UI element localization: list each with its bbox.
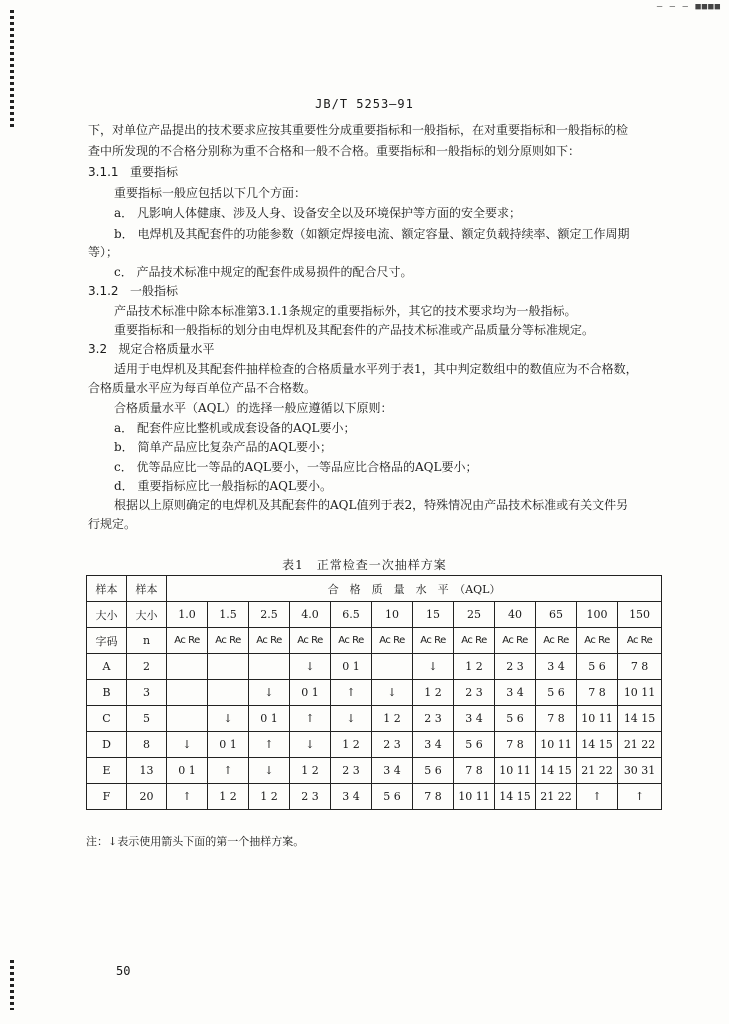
ac-re-subhead: Ac Re: [167, 628, 208, 654]
p32-aql-intro: 合格质量水平（AQL）的选择一般应遵循以下原则：: [114, 401, 393, 415]
ac-re-cell: 3 4: [331, 784, 372, 810]
ac-re-cell: 0 1: [208, 732, 249, 758]
sample-code-letter: A: [87, 654, 127, 680]
sample-code-letter: C: [87, 706, 127, 732]
aql-header: 合 格 质 量 水 平 （AQL）: [167, 576, 662, 602]
aql-level-5: 10: [372, 602, 413, 628]
table-row: [87, 706, 662, 732]
ac-re-cell: ↓: [331, 706, 372, 732]
sample-size: 5: [127, 706, 167, 732]
ac-re-cell: ↑: [249, 732, 290, 758]
ac-re-cell: ↑: [167, 784, 208, 810]
ac-re-cell: 0 1: [290, 680, 331, 706]
sample-code-letter: D: [87, 732, 127, 758]
ac-re-cell: 2 3: [331, 758, 372, 784]
table-row: [87, 732, 662, 758]
ac-re-cell: 14 15: [536, 758, 577, 784]
ac-re-cell: 3 4: [454, 706, 495, 732]
ac-re-cell: 1 2: [413, 680, 454, 706]
ac-re-cell: ↑: [208, 758, 249, 784]
ac-re-cell: ↑: [577, 784, 618, 810]
sample-size: 13: [127, 758, 167, 784]
table-title: 表1 正常检查一次抽样方案: [282, 558, 447, 572]
ac-re-cell: 14 15: [495, 784, 536, 810]
aql-level-11: 150: [618, 602, 662, 628]
p32-line1: 适用于电焊机及其配套件抽样检查的合格质量水平列于表1，其中判定数组中的数值应为不合格数，: [114, 362, 638, 376]
header-code-cell-1: 样本: [87, 576, 127, 602]
p311-item-b-line1: b． 电焊机及其配套件的功能参数（如额定焊接电流、额定容量、额定负载持续率、额定工作周期: [114, 227, 630, 241]
ac-re-cell: 5 6: [454, 732, 495, 758]
ac-re-cell: ↓: [290, 732, 331, 758]
sample-size: 2: [127, 654, 167, 680]
ac-re-cell: 0 1: [331, 654, 372, 680]
ac-re-cell: 2 3: [372, 732, 413, 758]
aql-level-0: 1.0: [167, 602, 208, 628]
ac-re-subhead: Ac Re: [372, 628, 413, 654]
ac-re-cell: 10 11: [618, 680, 662, 706]
ac-re-cell: 10 11: [577, 706, 618, 732]
ac-re-cell: 2 3: [290, 784, 331, 810]
ac-re-subhead: Ac Re: [618, 628, 662, 654]
header-size-cell-1: 样本: [127, 576, 167, 602]
p32-line2: 合格质量水平应为每百单位产品不合格数。: [88, 381, 317, 395]
ac-re-cell: [208, 654, 249, 680]
ac-re-cell: ↓: [167, 732, 208, 758]
ac-re-cell: 2 3: [495, 654, 536, 680]
aql-level-4: 6.5: [331, 602, 372, 628]
ac-re-cell: 7 8: [536, 706, 577, 732]
ac-re-cell: ↓: [413, 654, 454, 680]
ac-re-subhead: Ac Re: [290, 628, 331, 654]
p32-final-line1: 根据以上原则确定的电焊机及其配套件的AQL值列于表2，特殊情况由产品技术标准或有关文件另: [114, 498, 629, 512]
sample-code-letter: E: [87, 758, 127, 784]
ac-re-cell: ↑: [290, 706, 331, 732]
ac-re-cell: 5 6: [577, 654, 618, 680]
ac-re-cell: 5 6: [413, 758, 454, 784]
p312-line1: 产品技术标准中除本标准第3.1.1条规定的重要指标外，其它的技术要求均为一般指标。: [114, 304, 577, 318]
section-3-1-2-heading: [88, 283, 178, 299]
header-code-cell-3: 字码: [87, 628, 127, 654]
ac-re-subhead: Ac Re: [495, 628, 536, 654]
p311-item-a: a． 凡影响人体健康、涉及人身、设备安全以及环境保护等方面的安全要求；: [114, 206, 521, 220]
ac-re-cell: 1 2: [249, 784, 290, 810]
p311-item-b-line2: 等）；: [88, 245, 119, 259]
p311-intro: 重要指标一般应包括以下几个方面：: [114, 186, 307, 200]
table-row: [87, 680, 662, 706]
sampling-plan-table: [86, 575, 662, 810]
aql-level-6: 15: [413, 602, 454, 628]
table-note: 注：↓表示使用箭头下面的第一个抽样方案。: [86, 835, 305, 848]
ac-re-cell: 21 22: [577, 758, 618, 784]
ac-re-cell: 1 2: [331, 732, 372, 758]
scan-edge-bottom: [10, 960, 14, 1010]
section-3-1-2-number: 3.1.2: [88, 284, 119, 298]
ac-re-cell: 3 4: [413, 732, 454, 758]
ac-re-subhead: Ac Re: [413, 628, 454, 654]
standard-code-header: JB/T 5253—91: [315, 97, 414, 111]
ac-re-cell: 21 22: [536, 784, 577, 810]
ac-re-cell: [249, 654, 290, 680]
ac-re-cell: ↑: [618, 784, 662, 810]
section-3-1-1-number: 3.1.1: [88, 165, 119, 179]
ac-re-cell: 14 15: [577, 732, 618, 758]
ac-re-cell: 10 11: [536, 732, 577, 758]
ac-re-cell: 7 8: [495, 732, 536, 758]
sample-code-letter: F: [87, 784, 127, 810]
ac-re-subhead: Ac Re: [249, 628, 290, 654]
sample-code-letter: B: [87, 680, 127, 706]
ac-re-subhead: Ac Re: [536, 628, 577, 654]
p32-item-a: a． 配套件应比整机或成套设备的AQL要小；: [114, 421, 356, 435]
ac-re-cell: [208, 680, 249, 706]
ac-re-cell: 14 15: [618, 706, 662, 732]
ac-re-cell: 30 31: [618, 758, 662, 784]
ac-re-cell: ↓: [290, 654, 331, 680]
ac-re-cell: 10 11: [495, 758, 536, 784]
ac-re-cell: 5 6: [495, 706, 536, 732]
sample-size: 3: [127, 680, 167, 706]
header-code-cell-2: 大小: [87, 602, 127, 628]
ac-re-cell: 2 3: [413, 706, 454, 732]
para1-line1: 下，对单位产品提出的技术要求应按其重要性分成重要指标和一般指标，在对重要指标和一般指标的检: [88, 123, 629, 137]
page-number: 50: [116, 964, 131, 978]
header-size-cell-2: 大小: [127, 602, 167, 628]
aql-level-3: 4.0: [290, 602, 331, 628]
aql-level-7: 25: [454, 602, 495, 628]
aql-level-2: 2.5: [249, 602, 290, 628]
ac-re-cell: 2 3: [454, 680, 495, 706]
ac-re-cell: [167, 654, 208, 680]
p32-item-c: c． 优等品应比一等品的AQL要小，一等品应比合格品的AQL要小；: [114, 460, 478, 474]
ac-re-cell: ↓: [208, 706, 249, 732]
ac-re-cell: 7 8: [577, 680, 618, 706]
section-3-1-1-heading: [88, 164, 178, 180]
p32-item-b: b． 简单产品应比复杂产品的AQL要小；: [114, 440, 332, 454]
table-row: [87, 654, 662, 680]
ac-re-subhead: Ac Re: [331, 628, 372, 654]
ac-re-cell: 3 4: [536, 654, 577, 680]
aql-level-9: 65: [536, 602, 577, 628]
ac-re-subhead: Ac Re: [454, 628, 495, 654]
corner-mark: — — — ■■■■: [656, 2, 721, 12]
ac-re-cell: 21 22: [618, 732, 662, 758]
section-3-2-number: 3.2: [88, 342, 108, 356]
table-row: [87, 784, 662, 810]
ac-re-subhead: Ac Re: [577, 628, 618, 654]
ac-re-cell: 1 2: [290, 758, 331, 784]
sample-size: 20: [127, 784, 167, 810]
table-row: [87, 758, 662, 784]
ac-re-cell: [167, 706, 208, 732]
p32-item-d: d． 重要指标应比一般指标的AQL要小。: [114, 479, 332, 493]
p312-line2: 重要指标和一般指标的划分由电焊机及其配套件的产品技术标准或产品质量分等标准规定。: [114, 323, 595, 337]
ac-re-cell: 0 1: [249, 706, 290, 732]
ac-re-cell: 1 2: [208, 784, 249, 810]
ac-re-cell: 1 2: [454, 654, 495, 680]
p32-final-line2: 行规定。: [88, 517, 137, 531]
aql-level-10: 100: [577, 602, 618, 628]
ac-re-cell: ↑: [331, 680, 372, 706]
ac-re-subhead: Ac Re: [208, 628, 249, 654]
ac-re-cell: ↓: [249, 758, 290, 784]
ac-re-cell: 1 2: [372, 706, 413, 732]
ac-re-cell: [167, 680, 208, 706]
ac-re-cell: 5 6: [536, 680, 577, 706]
ac-re-cell: 10 11: [454, 784, 495, 810]
section-3-1-1-title: 重要指标: [130, 165, 179, 179]
ac-re-cell: [372, 654, 413, 680]
ac-re-cell: 7 8: [618, 654, 662, 680]
ac-re-cell: 3 4: [372, 758, 413, 784]
p311-item-c: c． 产品技术标准中规定的配套件成易损件的配合尺寸。: [114, 265, 413, 279]
ac-re-cell: 7 8: [413, 784, 454, 810]
scan-edge-top: [10, 10, 14, 130]
para1-line2: 查中所发现的不合格分别称为重不合格和一般不合格。重要指标和一般指标的划分原则如下：: [88, 144, 581, 158]
section-3-1-2-title: 一般指标: [130, 284, 179, 298]
ac-re-cell: 5 6: [372, 784, 413, 810]
ac-re-cell: ↓: [249, 680, 290, 706]
section-3-2-title: 规定合格质量水平: [118, 342, 215, 356]
aql-level-8: 40: [495, 602, 536, 628]
section-3-2-heading: [88, 341, 215, 357]
sample-size: 8: [127, 732, 167, 758]
ac-re-cell: 7 8: [454, 758, 495, 784]
ac-re-cell: ↓: [372, 680, 413, 706]
ac-re-cell: 3 4: [495, 680, 536, 706]
aql-level-1: 1.5: [208, 602, 249, 628]
header-size-cell-3: n: [127, 628, 167, 654]
ac-re-cell: 0 1: [167, 758, 208, 784]
